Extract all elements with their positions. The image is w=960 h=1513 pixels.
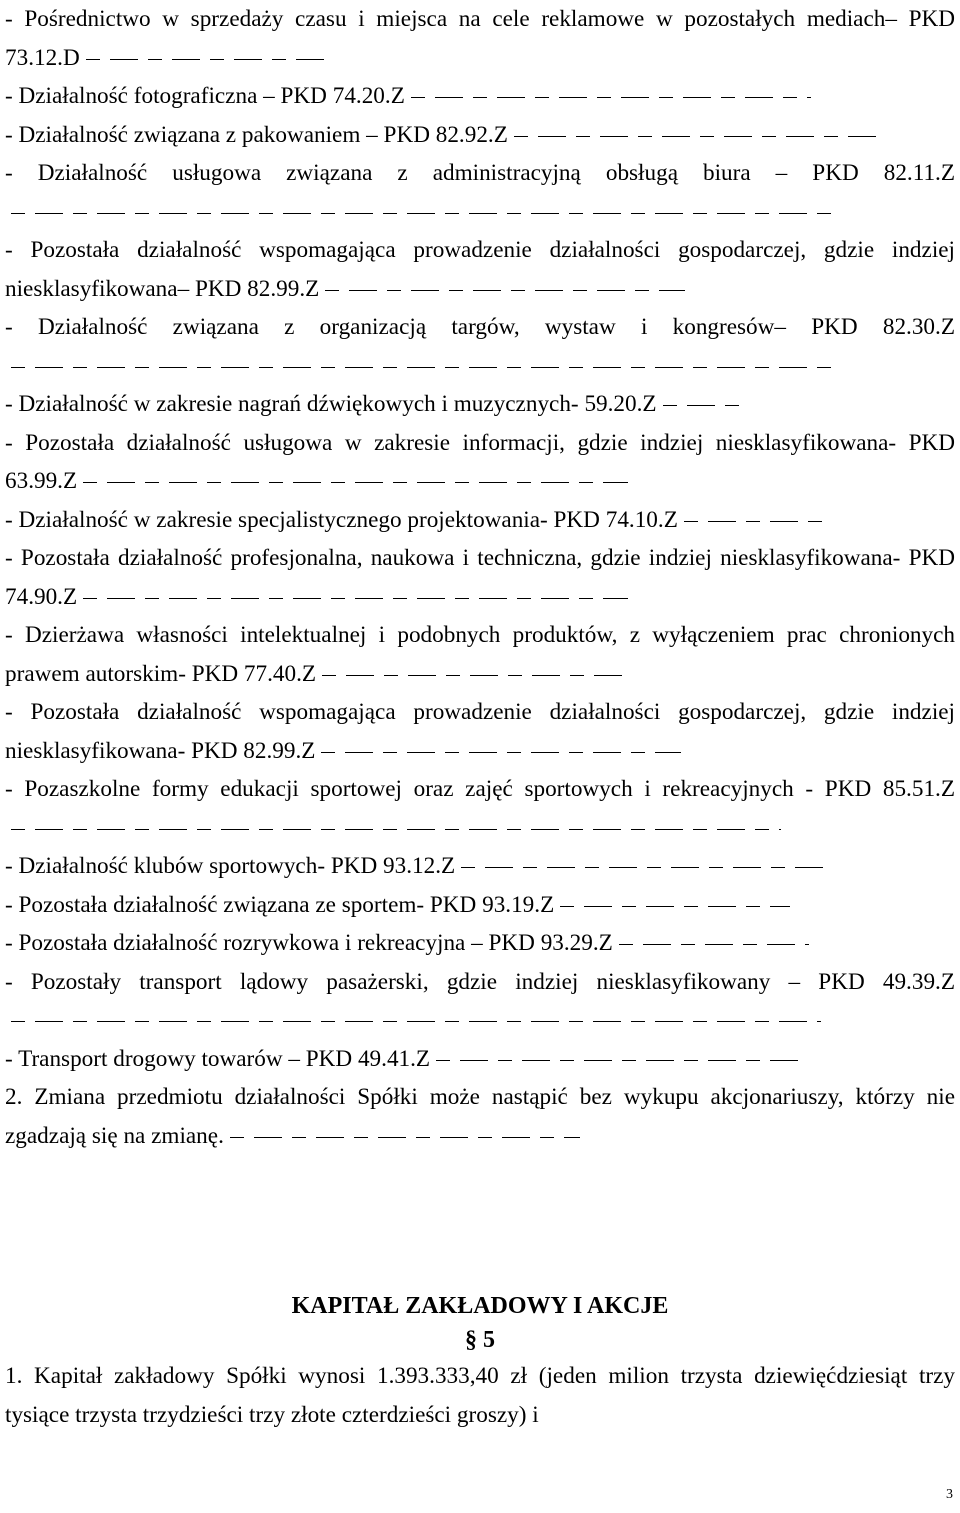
dash-filler xyxy=(86,59,326,60)
activity-item-text: - Pozostała działalność rozrywkowa i rekreacyjna – PKD 93.29.Z xyxy=(5,930,613,956)
activity-item-text: - Działalność związana z organizacją targów, wystaw i kongresów– PKD 82.30.Z xyxy=(5,314,955,340)
activity-item xyxy=(5,424,955,501)
dash-filler xyxy=(619,944,809,945)
activity-item-text: - Pozostała działalność związana ze sportem- PKD 93.19.Z xyxy=(5,891,555,918)
activity-item xyxy=(5,539,955,616)
dash-filler xyxy=(321,752,681,753)
activity-item-text: - Pozostała działalność profesjonalna, naukowa i techniczna, gdzie indziej niesklasyfikowana- PKD 74.90.Z xyxy=(5,545,955,610)
section-gap xyxy=(5,1155,955,1289)
activity-item-text: - Pośrednictwo w sprzedaży czasu i miejsca na cele reklamowe w pozostałych mediach– PKD 73.12.D xyxy=(5,6,955,71)
dash-filler xyxy=(83,598,628,599)
capital-paragraph: 1. Kapitał zakładowy Spółki wynosi 1.393.333,40 zł (jeden milion trzysta dziewięćdziesiąt trzy tysiące trzysta trzydzieści trzy złote czterdzieści groszy) i xyxy=(5,1363,955,1428)
activity-item xyxy=(5,924,955,963)
activity-item-text: - Pozostała działalność usługowa w zakresie informacji, gdzie indziej niesklasyfikowana- PKD 63.99.Z xyxy=(5,429,955,494)
activity-item xyxy=(5,0,955,77)
activity-item xyxy=(5,886,955,925)
activity-item xyxy=(5,1040,955,1079)
dash-filler xyxy=(436,1060,806,1061)
dash-filler xyxy=(230,1137,580,1138)
dash-filler xyxy=(11,829,781,830)
dash-filler xyxy=(411,97,811,98)
activity-item-text: - Transport drogowy towarów – PKD 49.41.Z xyxy=(5,1045,431,1072)
dash-filler xyxy=(684,521,824,522)
dash-filler xyxy=(11,213,831,214)
activity-item xyxy=(5,1078,955,1155)
activity-item-text: - Pozaszkolne formy edukacji sportowej oraz zajęć sportowych i rekreacyjnych - PKD 85.51.Z xyxy=(5,776,955,802)
dash-filler xyxy=(11,1021,821,1022)
dash-filler xyxy=(11,367,841,368)
paragraph-mark: § 5 xyxy=(465,1327,495,1353)
activity-item-text: - Pozostała działalność wspomagająca prowadzenie działalności gospodarczej, gdzie indziej niesklasyfikowana– PKD 82.99.Z xyxy=(5,237,955,302)
activity-list xyxy=(5,0,955,1155)
activity-item-text: - Działalność usługowa związana z administracyjną obsługą biura – PKD 82.11.Z xyxy=(5,160,955,186)
activity-item xyxy=(5,77,955,116)
dash-filler xyxy=(325,290,685,291)
activity-item xyxy=(5,963,955,1040)
dash-filler xyxy=(322,675,622,676)
activity-item-text: - Działalność klubów sportowych- PKD 93.12.Z xyxy=(5,853,456,879)
activity-item-text: - Działalność w zakresie nagrań dźwiękowych i muzycznych- 59.20.Z xyxy=(5,391,657,417)
activity-item xyxy=(5,231,955,308)
dash-filler xyxy=(663,405,743,406)
activity-item-text: - Działalność związana z pakowaniem – PKD 82.92.Z xyxy=(5,121,508,148)
page-number: 3 xyxy=(946,1487,953,1502)
document-body xyxy=(5,0,955,1434)
activity-item xyxy=(5,116,955,155)
dash-filler xyxy=(461,867,831,868)
activity-item xyxy=(5,308,955,385)
activity-item-text: - Działalność fotograficzna – PKD 74.20.Z xyxy=(5,83,405,109)
activity-item xyxy=(5,385,955,424)
activity-item xyxy=(5,770,955,847)
activity-item xyxy=(5,616,955,693)
activity-item xyxy=(5,501,955,540)
activity-item-text: - Działalność w zakresie specjalistycznego projektowania- PKD 74.10.Z xyxy=(5,506,678,533)
activity-item-text: - Pozostały transport lądowy pasażerski, gdzie indziej niesklasyfikowany – PKD 49.39.Z xyxy=(5,968,955,995)
dash-filler xyxy=(83,482,628,483)
activity-item xyxy=(5,154,955,231)
dash-filler xyxy=(560,906,790,907)
activity-item xyxy=(5,847,955,886)
activity-item xyxy=(5,693,955,770)
activity-item-text: - Pozostała działalność wspomagająca prowadzenie działalności gospodarczej, gdzie indziej niesklasyfikowana- PKD 82.99.Z xyxy=(5,699,955,764)
section-heading: KAPITAŁ ZAKŁADOWY I AKCJE xyxy=(291,1293,669,1319)
dash-filler xyxy=(514,136,884,137)
activity-item-text: 2. Zmiana przedmiotu działalności Spółki może nastąpić bez wykupu akcjonariuszy, którzy nie zgadzają się na zmianę. xyxy=(5,1084,955,1149)
activity-item-text: - Dzierżawa własności intelektualnej i podobnych produktów, z wyłączeniem prac chronionych prawem autorskim- PKD 77.40.Z xyxy=(5,622,955,687)
